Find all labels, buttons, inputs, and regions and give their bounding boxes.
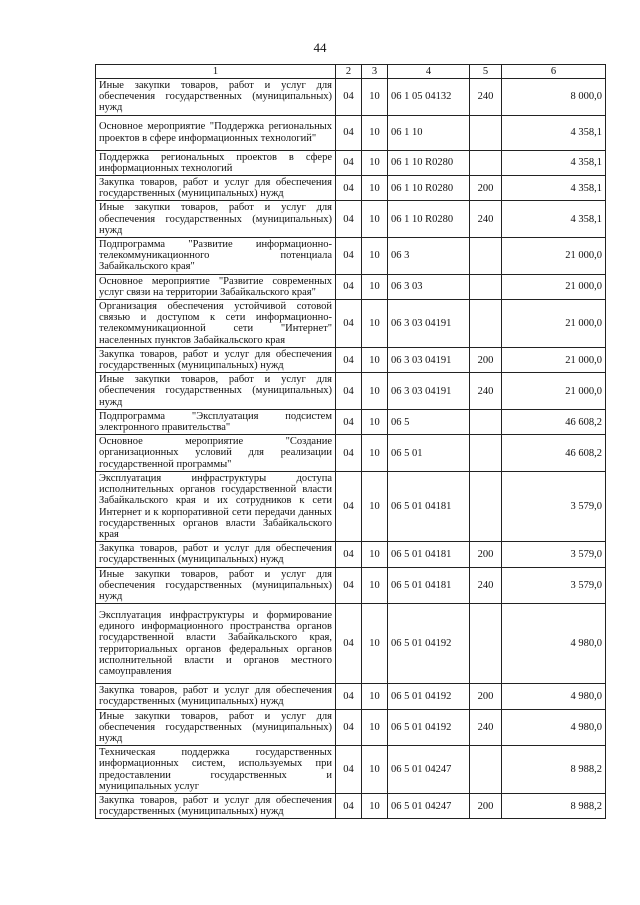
row-amount: 21 000,0 — [502, 274, 606, 299]
row-expense-type — [470, 115, 502, 150]
header-row — [96, 65, 606, 79]
row-name: Закупка товаров, работ и услуг для обеспечения государственных (муниципальных) нужд — [96, 793, 336, 818]
row-section: 04 — [336, 435, 362, 472]
table-row — [96, 373, 606, 410]
row-target-article: 06 5 01 04247 — [388, 746, 470, 794]
row-expense-type: 240 — [470, 201, 502, 238]
row-expense-type — [470, 435, 502, 472]
row-target-article: 06 5 01 04181 — [388, 542, 470, 567]
row-target-article: 06 3 — [388, 238, 470, 275]
row-section: 04 — [336, 604, 362, 684]
row-subsection: 10 — [362, 793, 388, 818]
header-cell-expense-type: 5 — [470, 65, 502, 79]
table-row — [96, 746, 606, 794]
row-name: Закупка товаров, работ и услуг для обеспечения государственных (муниципальных) нужд — [96, 176, 336, 201]
row-target-article: 06 1 10 R0280 — [388, 201, 470, 238]
budget-table — [95, 64, 606, 819]
table-row — [96, 542, 606, 567]
table-row — [96, 793, 606, 818]
row-amount: 46 608,2 — [502, 409, 606, 434]
table-row — [96, 176, 606, 201]
row-amount: 3 579,0 — [502, 567, 606, 604]
row-expense-type: 200 — [470, 542, 502, 567]
table-row — [96, 604, 606, 684]
row-subsection: 10 — [362, 409, 388, 434]
row-name: Закупка товаров, работ и услуг для обеспечения государственных (муниципальных) нужд — [96, 684, 336, 709]
table-row — [96, 150, 606, 175]
row-name: Иные закупки товаров, работ и услуг для обеспечения государственных (муниципальных) нужд — [96, 201, 336, 238]
row-expense-type: 240 — [470, 709, 502, 746]
table-row — [96, 347, 606, 372]
row-target-article: 06 1 10 — [388, 115, 470, 150]
row-name: Эксплуатация инфраструктуры доступа исполнительных органов государственной власти Забайкальского края и их сотрудников к сети Интернет и к корпоративной сети передачи данных государственных органов власти Забайкальского края — [96, 471, 336, 541]
row-section: 04 — [336, 201, 362, 238]
table-row — [96, 300, 606, 348]
row-expense-type: 200 — [470, 684, 502, 709]
row-name: Поддержка региональных проектов в сфере информационных технологий — [96, 150, 336, 175]
row-target-article: 06 3 03 04191 — [388, 300, 470, 348]
row-section: 04 — [336, 176, 362, 201]
row-amount: 8 988,2 — [502, 746, 606, 794]
table-row — [96, 684, 606, 709]
table-row — [96, 409, 606, 434]
row-amount: 3 579,0 — [502, 542, 606, 567]
row-amount: 8 000,0 — [502, 79, 606, 116]
row-target-article: 06 3 03 04191 — [388, 373, 470, 410]
row-amount: 8 988,2 — [502, 793, 606, 818]
row-subsection: 10 — [362, 274, 388, 299]
row-name: Эксплуатация инфраструктуры и формирование единого информационного пространства органов государственной власти Забайкальского края, территориальных органов федеральных органов исполнительной власти и органов местного самоуправления — [96, 604, 336, 684]
row-section: 04 — [336, 793, 362, 818]
row-expense-type — [470, 746, 502, 794]
row-subsection: 10 — [362, 746, 388, 794]
row-section: 04 — [336, 300, 362, 348]
row-expense-type — [470, 604, 502, 684]
row-section: 04 — [336, 79, 362, 116]
row-amount: 21 000,0 — [502, 347, 606, 372]
row-name: Основное мероприятие "Создание организационных условий для реализации государственной программы" — [96, 435, 336, 472]
row-name: Иные закупки товаров, работ и услуг для обеспечения государственных (муниципальных) нужд — [96, 79, 336, 116]
row-target-article: 06 5 01 — [388, 435, 470, 472]
table-row — [96, 238, 606, 275]
row-section: 04 — [336, 567, 362, 604]
row-section: 04 — [336, 373, 362, 410]
row-amount: 46 608,2 — [502, 435, 606, 472]
header-cell-section: 2 — [336, 65, 362, 79]
row-name: Закупка товаров, работ и услуг для обеспечения государственных (муниципальных) нужд — [96, 347, 336, 372]
row-amount: 4 358,1 — [502, 115, 606, 150]
header-cell-amount: 6 — [502, 65, 606, 79]
row-name: Подпрограмма "Развитие информационно-телекоммуникационного потенциала Забайкальского края" — [96, 238, 336, 275]
row-name: Закупка товаров, работ и услуг для обеспечения государственных (муниципальных) нужд — [96, 542, 336, 567]
row-target-article: 06 5 — [388, 409, 470, 434]
row-subsection: 10 — [362, 684, 388, 709]
row-section: 04 — [336, 409, 362, 434]
row-amount: 21 000,0 — [502, 300, 606, 348]
table-row — [96, 567, 606, 604]
row-target-article: 06 5 01 04192 — [388, 709, 470, 746]
row-amount: 4 358,1 — [502, 201, 606, 238]
row-amount: 21 000,0 — [502, 373, 606, 410]
row-section: 04 — [336, 746, 362, 794]
row-section: 04 — [336, 684, 362, 709]
row-expense-type — [470, 409, 502, 434]
row-name: Иные закупки товаров, работ и услуг для обеспечения государственных (муниципальных) нужд — [96, 373, 336, 410]
row-subsection: 10 — [362, 176, 388, 201]
row-expense-type: 240 — [470, 79, 502, 116]
row-amount: 4 980,0 — [502, 604, 606, 684]
row-name: Иные закупки товаров, работ и услуг для обеспечения государственных (муниципальных) нужд — [96, 709, 336, 746]
row-amount: 4 980,0 — [502, 709, 606, 746]
row-section: 04 — [336, 542, 362, 567]
row-section: 04 — [336, 238, 362, 275]
row-subsection: 10 — [362, 471, 388, 541]
row-amount: 21 000,0 — [502, 238, 606, 275]
row-name: Иные закупки товаров, работ и услуг для обеспечения государственных (муниципальных) нужд — [96, 567, 336, 604]
row-section: 04 — [336, 274, 362, 299]
row-subsection: 10 — [362, 347, 388, 372]
row-target-article: 06 5 01 04192 — [388, 684, 470, 709]
row-subsection: 10 — [362, 373, 388, 410]
row-expense-type — [470, 274, 502, 299]
row-name: Основное мероприятие "Развитие современных услуг связи на территории Забайкальского края" — [96, 274, 336, 299]
row-section: 04 — [336, 150, 362, 175]
row-subsection: 10 — [362, 150, 388, 175]
header-cell-subsection: 3 — [362, 65, 388, 79]
row-name: Основное мероприятие "Поддержка региональных проектов в сфере информационных технологий" — [96, 115, 336, 150]
row-name: Организация обеспечения устойчивой сотовой связью и доступом к сети информационно-телекоммуникационной сети "Интернет" населенных пунктов Забайкальского края — [96, 300, 336, 348]
row-amount: 4 358,1 — [502, 150, 606, 175]
header-cell-target-article: 4 — [388, 65, 470, 79]
row-target-article: 06 5 01 04247 — [388, 793, 470, 818]
row-subsection: 10 — [362, 567, 388, 604]
row-target-article: 06 5 01 04181 — [388, 567, 470, 604]
row-subsection: 10 — [362, 300, 388, 348]
row-subsection: 10 — [362, 115, 388, 150]
table-row — [96, 201, 606, 238]
row-subsection: 10 — [362, 79, 388, 116]
row-subsection: 10 — [362, 435, 388, 472]
page-number: 44 — [313, 40, 327, 55]
row-target-article: 06 3 03 04191 — [388, 347, 470, 372]
row-section: 04 — [336, 471, 362, 541]
table-row — [96, 79, 606, 116]
row-subsection: 10 — [362, 604, 388, 684]
row-name: Подпрограмма "Эксплуатация подсистем электронного правительства" — [96, 409, 336, 434]
row-subsection: 10 — [362, 201, 388, 238]
row-target-article: 06 5 01 04181 — [388, 471, 470, 541]
row-section: 04 — [336, 115, 362, 150]
row-target-article: 06 1 05 04132 — [388, 79, 470, 116]
table-row — [96, 471, 606, 541]
row-subsection: 10 — [362, 542, 388, 567]
row-expense-type: 240 — [470, 567, 502, 604]
row-expense-type — [470, 471, 502, 541]
row-target-article: 06 5 01 04192 — [388, 604, 470, 684]
table-row — [96, 709, 606, 746]
row-amount: 4 358,1 — [502, 176, 606, 201]
row-expense-type: 240 — [470, 373, 502, 410]
table-row — [96, 435, 606, 472]
table-row — [96, 115, 606, 150]
row-expense-type — [470, 300, 502, 348]
header-cell-name: 1 — [96, 65, 336, 79]
row-target-article: 06 1 10 R0280 — [388, 150, 470, 175]
row-name: Техническая поддержка государственных информационных систем, используемых при предоставлении государственных и муниципальных услуг — [96, 746, 336, 794]
row-subsection: 10 — [362, 709, 388, 746]
row-amount: 3 579,0 — [502, 471, 606, 541]
row-section: 04 — [336, 347, 362, 372]
row-expense-type — [470, 150, 502, 175]
row-expense-type: 200 — [470, 793, 502, 818]
row-target-article: 06 1 10 R0280 — [388, 176, 470, 201]
row-expense-type — [470, 238, 502, 275]
row-subsection: 10 — [362, 238, 388, 275]
row-expense-type: 200 — [470, 347, 502, 372]
row-section: 04 — [336, 709, 362, 746]
row-target-article: 06 3 03 — [388, 274, 470, 299]
table-row — [96, 274, 606, 299]
row-expense-type: 200 — [470, 176, 502, 201]
row-amount: 4 980,0 — [502, 684, 606, 709]
